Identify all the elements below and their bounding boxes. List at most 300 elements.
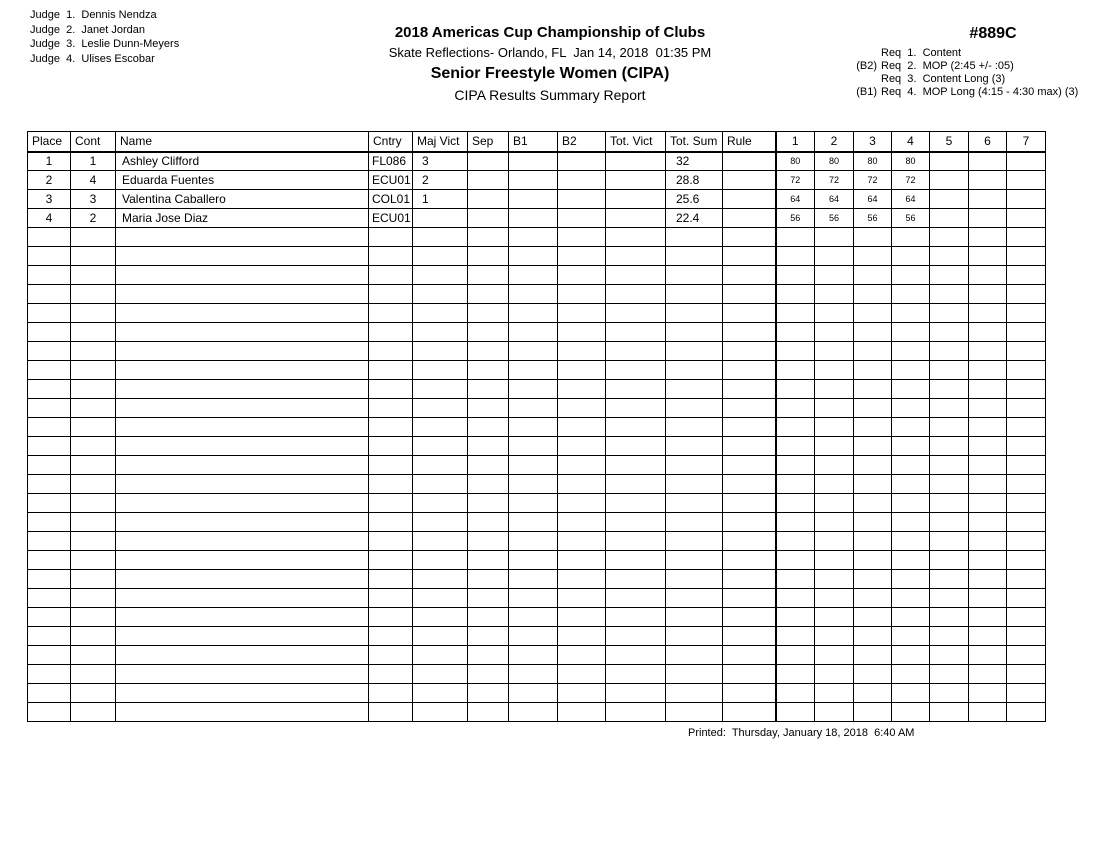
cell-judge-6-score: [969, 608, 1007, 627]
cell-maj-vict: [413, 532, 468, 551]
cell-judge-3-score: [854, 323, 892, 342]
table-row-empty: [28, 247, 1046, 266]
cell-place: [28, 418, 71, 437]
cell-judge-1-score: [776, 361, 815, 380]
cell-tot-vict: [606, 532, 666, 551]
cell-cntry: [369, 513, 413, 532]
cell-b1: [509, 342, 558, 361]
cell-sep: [468, 608, 509, 627]
cell-judge-7-score: [1007, 190, 1046, 209]
column-header-tot-sum: Tot. Sum: [666, 132, 723, 152]
cell-rule: [723, 304, 776, 323]
column-header-4: 4: [892, 132, 930, 152]
cell-name: [116, 247, 369, 266]
cell-b1: [509, 551, 558, 570]
cell-name: [116, 285, 369, 304]
requirement-line: [851, 47, 1078, 60]
cell-judge-5-score: [930, 190, 969, 209]
cell-b2: [558, 475, 606, 494]
cell-cont: [71, 247, 116, 266]
table-row-empty: [28, 361, 1046, 380]
cell-rule: [723, 456, 776, 475]
cell-judge-2-score: [815, 342, 854, 361]
judge-line: Judge 2. Janet Jordan: [30, 23, 145, 36]
cell-judge-6-score: [969, 418, 1007, 437]
cell-maj-vict: [413, 247, 468, 266]
cell-judge-1-score: [776, 570, 815, 589]
cell-b2: [558, 304, 606, 323]
table-row-empty: [28, 399, 1046, 418]
cell-judge-3-score: [854, 532, 892, 551]
table-row-empty: [28, 418, 1046, 437]
cell-tot-sum: [666, 646, 723, 665]
cell-tot-vict: [606, 627, 666, 646]
cell-sep: [468, 475, 509, 494]
cell-sep: [468, 209, 509, 228]
cell-rule: [723, 703, 776, 722]
cell-rule: [723, 608, 776, 627]
cell-judge-3-score: [854, 285, 892, 304]
requirement-text: Req 4. MOP Long (4:15 - 4:30 max) (3): [881, 86, 1079, 98]
cell-judge-5-score: [930, 684, 969, 703]
cell-judge-4-score: [892, 361, 930, 380]
column-header-cntry: Cntry: [369, 132, 413, 152]
cell-rule: [723, 437, 776, 456]
cell-judge-1-score: [776, 665, 815, 684]
cell-judge-4-score: [892, 589, 930, 608]
cell-cntry: [369, 266, 413, 285]
cell-tot-vict: [606, 247, 666, 266]
cell-judge-1-score: [776, 494, 815, 513]
cell-judge-5-score: [930, 171, 969, 190]
cell-judge-3-score: [854, 646, 892, 665]
cell-judge-5-score: [930, 570, 969, 589]
cell-cntry: [369, 589, 413, 608]
cell-judge-3-score: [854, 608, 892, 627]
table-row-empty: [28, 513, 1046, 532]
cell-tot-vict: [606, 684, 666, 703]
cell-name: [116, 228, 369, 247]
cell-judge-4-score: [892, 228, 930, 247]
cell-place: [28, 627, 71, 646]
requirement-line: [851, 86, 1078, 99]
cell-judge-6-score: [969, 228, 1007, 247]
cell-judge-3-score: [854, 551, 892, 570]
cell-judge-3-score: [854, 456, 892, 475]
cell-sep: [468, 646, 509, 665]
column-header-b1: B1: [509, 132, 558, 152]
cell-name: [116, 532, 369, 551]
requirement-text: Req 3. Content Long (3): [881, 73, 1006, 85]
cell-tot-sum: [666, 703, 723, 722]
cell-b2: [558, 608, 606, 627]
cell-judge-5-score: [930, 266, 969, 285]
cell-judge-2-score: [815, 475, 854, 494]
cell-place: [28, 570, 71, 589]
cell-rule: [723, 247, 776, 266]
cell-judge-7-score: [1007, 266, 1046, 285]
cell-judge-3-score: [854, 684, 892, 703]
column-header-7: 7: [1007, 132, 1046, 152]
cell-b1: [509, 532, 558, 551]
cell-sep: [468, 551, 509, 570]
column-header-place: Place: [28, 132, 71, 152]
cell-sep: [468, 304, 509, 323]
cell-tot-vict: [606, 323, 666, 342]
cell-tot-vict: [606, 494, 666, 513]
column-header-cont: Cont: [71, 132, 116, 152]
cell-b1: [509, 285, 558, 304]
cell-place: [28, 513, 71, 532]
cell-place: [28, 665, 71, 684]
cell-judge-7-score: [1007, 646, 1046, 665]
cell-sep: [468, 703, 509, 722]
cell-judge-4-score: [892, 323, 930, 342]
cell-judge-3-score: [854, 247, 892, 266]
table-row-empty: [28, 266, 1046, 285]
cell-sep: [468, 323, 509, 342]
cell-cont: [71, 304, 116, 323]
cell-tot-vict: [606, 190, 666, 209]
cell-place: [28, 323, 71, 342]
cell-judge-7-score: [1007, 171, 1046, 190]
cell-name: [116, 684, 369, 703]
cell-tot-sum: 28.8: [666, 171, 723, 190]
cell-tot-vict: [606, 266, 666, 285]
cell-judge-5-score: [930, 437, 969, 456]
cell-judge-7-score: [1007, 570, 1046, 589]
cell-judge-4-score: 72: [892, 171, 930, 190]
cell-b1: [509, 152, 558, 171]
cell-judge-2-score: [815, 266, 854, 285]
cell-b1: [509, 703, 558, 722]
judge-line: Judge 3. Leslie Dunn-Meyers: [30, 38, 180, 50]
column-header-6: 6: [969, 132, 1007, 152]
cell-place: [28, 646, 71, 665]
cell-judge-2-score: [815, 418, 854, 437]
cell-tot-sum: [666, 247, 723, 266]
cell-judge-7-score: [1007, 456, 1046, 475]
cell-judge-5-score: [930, 551, 969, 570]
cell-maj-vict: [413, 304, 468, 323]
cell-judge-7-score: [1007, 475, 1046, 494]
cell-sep: [468, 418, 509, 437]
cell-judge-6-score: [969, 399, 1007, 418]
cell-judge-4-score: [892, 608, 930, 627]
cell-name: [116, 646, 369, 665]
cell-judge-4-score: [892, 532, 930, 551]
cell-judge-4-score: [892, 665, 930, 684]
cell-judge-7-score: [1007, 152, 1046, 171]
cell-tot-sum: [666, 361, 723, 380]
cell-judge-5-score: [930, 532, 969, 551]
cell-judge-6-score: [969, 266, 1007, 285]
cell-judge-7-score: [1007, 285, 1046, 304]
cell-b2: [558, 456, 606, 475]
cell-sep: [468, 513, 509, 532]
cell-judge-3-score: [854, 361, 892, 380]
cell-rule: [723, 266, 776, 285]
requirement-text: Req 1. Content: [881, 47, 962, 59]
cell-judge-6-score: [969, 589, 1007, 608]
cell-maj-vict: [413, 551, 468, 570]
cell-tot-vict: [606, 228, 666, 247]
cell-judge-6-score: [969, 152, 1007, 171]
column-header-maj-vict: Maj Vict: [413, 132, 468, 152]
table-row-empty: [28, 703, 1046, 722]
cell-rule: [723, 589, 776, 608]
cell-rule: [723, 665, 776, 684]
cell-b2: [558, 513, 606, 532]
cell-cntry: [369, 684, 413, 703]
cell-cont: [71, 513, 116, 532]
cell-place: 4: [28, 209, 71, 228]
column-header-name: Name: [116, 132, 369, 152]
cell-judge-1-score: [776, 228, 815, 247]
cell-maj-vict: [413, 437, 468, 456]
cell-rule: [723, 380, 776, 399]
cell-maj-vict: [413, 703, 468, 722]
cell-judge-3-score: [854, 437, 892, 456]
requirement-text: Req 2. MOP (2:45 +/- :05): [881, 60, 1014, 72]
cell-rule: [723, 342, 776, 361]
cell-judge-5-score: [930, 228, 969, 247]
cell-judge-1-score: [776, 646, 815, 665]
championship-title: 2018 Americas Cup Championship of Clubs: [394, 24, 706, 41]
cell-judge-7-score: [1007, 323, 1046, 342]
cell-rule: [723, 323, 776, 342]
cell-cntry: ECU01: [369, 171, 413, 190]
cell-cont: 2: [71, 209, 116, 228]
cell-maj-vict: [413, 228, 468, 247]
cell-name: [116, 589, 369, 608]
cell-tot-vict: [606, 608, 666, 627]
cell-tot-sum: [666, 665, 723, 684]
cell-judge-4-score: [892, 304, 930, 323]
table-row-empty: [28, 380, 1046, 399]
cell-name: [116, 475, 369, 494]
cell-judge-7-score: [1007, 209, 1046, 228]
table-row: [28, 209, 1046, 228]
cell-rule: [723, 361, 776, 380]
cell-cont: [71, 437, 116, 456]
cell-b1: [509, 684, 558, 703]
cell-maj-vict: [413, 684, 468, 703]
cell-cont: 1: [71, 152, 116, 171]
table-row: [28, 171, 1046, 190]
cell-judge-3-score: [854, 266, 892, 285]
cell-judge-6-score: [969, 304, 1007, 323]
cell-judge-1-score: [776, 418, 815, 437]
judge-line: Judge 4. Ulises Escobar: [30, 52, 155, 65]
table-row-empty: [28, 532, 1046, 551]
cell-judge-5-score: [930, 589, 969, 608]
cell-judge-4-score: [892, 247, 930, 266]
cell-cont: [71, 475, 116, 494]
cell-tot-sum: [666, 285, 723, 304]
cell-judge-2-score: [815, 323, 854, 342]
cell-place: [28, 494, 71, 513]
cell-b1: [509, 437, 558, 456]
printed-timestamp: Printed: Thursday, January 18, 2018 6:40 AM: [688, 727, 915, 739]
cell-maj-vict: [413, 570, 468, 589]
cell-b2: [558, 228, 606, 247]
cell-maj-vict: [413, 209, 468, 228]
requirement-prefix: (B2): [856, 60, 877, 72]
cell-tot-sum: [666, 418, 723, 437]
cell-b2: [558, 247, 606, 266]
cell-rule: [723, 570, 776, 589]
cell-rule: [723, 475, 776, 494]
cell-sep: [468, 437, 509, 456]
cell-judge-4-score: [892, 418, 930, 437]
cell-judge-7-score: [1007, 608, 1046, 627]
cell-judge-2-score: 64: [815, 190, 854, 209]
cell-judge-3-score: 80: [854, 152, 892, 171]
cell-judge-1-score: [776, 703, 815, 722]
cell-judge-5-score: [930, 399, 969, 418]
cell-name: Maria Jose Diaz: [116, 209, 369, 228]
cell-rule: [723, 627, 776, 646]
cell-tot-sum: [666, 228, 723, 247]
cell-name: [116, 551, 369, 570]
column-header-rule: Rule: [723, 132, 776, 152]
cell-judge-2-score: [815, 494, 854, 513]
cell-judge-6-score: [969, 627, 1007, 646]
cell-cntry: [369, 665, 413, 684]
cell-name: [116, 608, 369, 627]
cell-cont: [71, 285, 116, 304]
cell-tot-vict: [606, 399, 666, 418]
cell-judge-6-score: [969, 475, 1007, 494]
cell-judge-1-score: [776, 532, 815, 551]
cell-judge-3-score: [854, 703, 892, 722]
table-row-empty: [28, 646, 1046, 665]
cell-judge-6-score: [969, 361, 1007, 380]
cell-b1: [509, 589, 558, 608]
cell-judge-7-score: [1007, 532, 1046, 551]
cell-judge-5-score: [930, 646, 969, 665]
cell-tot-sum: [666, 589, 723, 608]
cell-b1: [509, 304, 558, 323]
cell-sep: [468, 665, 509, 684]
cell-judge-2-score: 80: [815, 152, 854, 171]
table-header-row: [28, 132, 1046, 152]
table-row-empty: [28, 665, 1046, 684]
cell-judge-5-score: [930, 304, 969, 323]
cell-judge-3-score: [854, 494, 892, 513]
cell-judge-1-score: [776, 475, 815, 494]
venue-date-line: Skate Reflections- Orlando, FL Jan 14, 2018 01:35 PM: [388, 45, 712, 60]
cell-cont: [71, 228, 116, 247]
cell-b1: [509, 399, 558, 418]
cell-judge-3-score: 56: [854, 209, 892, 228]
cell-sep: [468, 190, 509, 209]
cell-judge-2-score: 72: [815, 171, 854, 190]
cell-rule: [723, 646, 776, 665]
cell-judge-2-score: [815, 380, 854, 399]
cell-tot-vict: [606, 361, 666, 380]
cell-place: [28, 703, 71, 722]
cell-judge-6-score: [969, 190, 1007, 209]
cell-tot-sum: [666, 627, 723, 646]
cell-cont: [71, 627, 116, 646]
table-row-empty: [28, 494, 1046, 513]
cell-tot-sum: [666, 532, 723, 551]
cell-b1: [509, 171, 558, 190]
cell-maj-vict: [413, 342, 468, 361]
cell-judge-4-score: 56: [892, 209, 930, 228]
cell-judge-5-score: [930, 665, 969, 684]
table-row-empty: [28, 437, 1046, 456]
results-table: [27, 131, 1046, 722]
cell-cntry: [369, 342, 413, 361]
report-title: CIPA Results Summary Report: [454, 87, 646, 103]
cell-tot-sum: 32: [666, 152, 723, 171]
cell-judge-5-score: [930, 152, 969, 171]
cell-place: [28, 532, 71, 551]
cell-judge-4-score: [892, 627, 930, 646]
cell-cntry: [369, 703, 413, 722]
cell-judge-1-score: [776, 684, 815, 703]
cell-judge-2-score: [815, 513, 854, 532]
cell-tot-vict: [606, 152, 666, 171]
cell-sep: [468, 285, 509, 304]
table-row-empty: [28, 627, 1046, 646]
event-title: Senior Freestyle Women (CIPA): [430, 65, 670, 82]
cell-sep: [468, 342, 509, 361]
cell-judge-5-score: [930, 380, 969, 399]
table-row-empty: [28, 589, 1046, 608]
cell-name: [116, 627, 369, 646]
cell-b2: [558, 171, 606, 190]
cell-place: [28, 247, 71, 266]
cell-tot-vict: [606, 513, 666, 532]
cell-judge-4-score: [892, 513, 930, 532]
cell-b2: [558, 646, 606, 665]
cell-sep: [468, 361, 509, 380]
cell-cont: [71, 646, 116, 665]
cell-judge-5-score: [930, 418, 969, 437]
cell-judge-3-score: [854, 228, 892, 247]
cell-cont: [71, 456, 116, 475]
cell-b1: [509, 361, 558, 380]
cell-cont: [71, 361, 116, 380]
table-row-empty: [28, 228, 1046, 247]
cell-cntry: [369, 551, 413, 570]
cell-sep: [468, 152, 509, 171]
cell-place: [28, 399, 71, 418]
cell-judge-6-score: [969, 437, 1007, 456]
cell-cntry: [369, 323, 413, 342]
cell-b2: [558, 684, 606, 703]
cell-place: [28, 266, 71, 285]
cell-cont: [71, 342, 116, 361]
cell-maj-vict: [413, 475, 468, 494]
cell-judge-2-score: [815, 627, 854, 646]
cell-cntry: [369, 532, 413, 551]
cell-place: [28, 228, 71, 247]
cell-judge-2-score: [815, 304, 854, 323]
cell-judge-7-score: [1007, 418, 1046, 437]
cell-judge-4-score: 80: [892, 152, 930, 171]
cell-judge-4-score: [892, 399, 930, 418]
cell-rule: [723, 494, 776, 513]
cell-judge-4-score: [892, 684, 930, 703]
cell-b2: [558, 152, 606, 171]
cell-tot-sum: [666, 399, 723, 418]
table-row-empty: [28, 684, 1046, 703]
